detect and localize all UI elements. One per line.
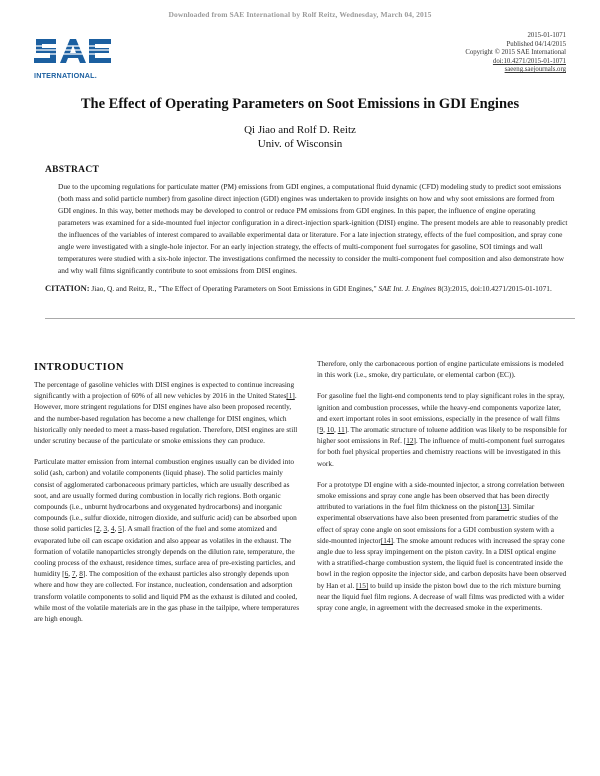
body-text: ]. The aromatic structure of toluene addition was likely to be responsible for higher soot emissions in Ref. [ [317, 425, 567, 446]
doi-link[interactable]: doi:10.4271/2015-01-1071 [492, 57, 566, 65]
body-text: , [75, 569, 80, 579]
reference-link[interactable]: 7 [71, 569, 76, 579]
body-text: For gasoline fuel the light-end components tend to play significant roles in the spray, ignition and combustion processes, while the heavy-end components vaporize later, and exert important roles in soot emissions, especially in the presence of wall films [ [317, 391, 565, 435]
reference-link[interactable]: 9 [319, 425, 324, 435]
reference-link[interactable]: 8 [79, 569, 83, 579]
journal-url-link[interactable]: saeeng.saejournals.org [504, 66, 566, 74]
body-column-left [34, 379, 300, 634]
download-note: Downloaded from SAE International by Rolf Reitz, Wednesday, March 04, 2015 [168, 10, 432, 19]
reference-link[interactable]: [1] [286, 391, 295, 401]
reference-link[interactable]: 4 [110, 524, 115, 534]
reference-link[interactable]: 10 [326, 425, 335, 435]
sae-logo-subtitle: INTERNATIONAL. [34, 71, 97, 80]
body-text: Particulate matter emission from internal combustion engines usually can be divided into solid (ash, carbon) and volatile components (liquid phase). The solid particles mainly consist of agglomerated carbonaceous primary particles, which are usually described as soot, and are usually formed during combustion in locally rich regions. Both organic compounds (i.e., unburnt hydrocarbons and oxygenated hydrocarbons) and inorganic compounds (i.e., sulfur dioxide, nitrogen dioxide, and sulfuric acid) can be absorbed upon those solid particles [ [34, 457, 297, 534]
paper-meta [465, 32, 566, 75]
author-affiliation: Univ. of Wisconsin [257, 138, 343, 150]
body-paragraph [317, 358, 569, 380]
body-text: , [99, 524, 104, 534]
body-text: , [114, 524, 119, 534]
sae-logo [34, 33, 114, 81]
reference-link[interactable]: 12 [406, 436, 414, 446]
body-text: ]. A small fraction of the fuel and some atomized and evaporated lube oil can escape oxidation and also appear as volatiles in the exhaust. The formation of volatile nanoparticles strongly depends on the dilution rate, temperature, the cooling process of the exhaust, residence times, surface area of pre-existing particles, and humidity [ [34, 524, 296, 579]
citation-journal: SAE Int. J. Engines [378, 284, 436, 293]
citation-label: CITATION: [45, 283, 90, 293]
body-text: . Similar experimental observations have also been presented from parametric studies of the effect of spray cone angle on soot emissions for a GDI combustion system with a side-mounted injector [317, 502, 559, 545]
paper-number: 2015-01-1071 [527, 32, 566, 39]
body-text: Therefore, only the carbonaceous portion of engine particulate emissions is modeled in this work (i.e., smoke, dry particulate, or elemental carbon (EC)). [317, 359, 564, 380]
reference-link[interactable]: 5 [118, 524, 122, 534]
paper-authors: Qi Jiao and Rolf D. Reitz [244, 124, 356, 136]
reference-link[interactable]: 2 [96, 524, 100, 534]
copyright: Copyright © 2015 SAE International [465, 49, 566, 57]
body-text: For a prototype DI engine with a side-mounted injector, a strong correlation between smoke emissions and spray cone angle has been observed that has been directly attributed to variations in the fuel film thickness on the piston [317, 479, 565, 512]
citation [45, 282, 570, 295]
body-text: , [107, 524, 111, 534]
abstract-text: Due to the upcoming regulations for particulate matter (PM) emissions from GDI engines, a computational fluid dynamic (CFD) modeling study to predict soot emissions (both mass and solid particle number) from gasoline direct injection (GDI) engines was undertaken to provide insights on how and why soot emissions are formed from GDI engines. In this way, better methods may be developed to control or reduce PM emissions from GDI engines. In this paper, the influence of engine operating parameters was examined for a side-mounted fuel injector configuration in a direct-injection spark-ignition (DISI) engine. The present models are able to reasonably predict the influences of the variables of interest compared to available experimental data or literature. For a late injection strategy, effects of the fuel composition, and spray cone angle were investigated with a single-hole injector. For an early injection strategy, the effects of multi-component fuel surrogates for gasoline, SOI timings and wall temperatures were studied with a six-hole injector. The investigations confirmed the necessity to consider the multi-component fuel composition and also demonstrate how and why wall films significantly contribute to soot emissions from DISI engines. [58, 182, 568, 275]
reference-link[interactable]: [15] [356, 580, 369, 590]
body-column-right [317, 358, 569, 623]
body-text: . The smoke amount reduces with increased the spray cone angle due to less spray impingement on the piston cavity. In a DISI optical engine with a stratified-charge combustion system, the liquid fuel is concentrated inside the bowl in the region opposite the injector side, and carbon deposits have been observed by Han et al. [317, 535, 567, 590]
body-text: . However, more stringent regulations for DISI engines have also been proposed recently, and the number-based regulation has become a new challenge for DISI engines, which historically only needed to meet a mass-based regulation. Therefore, DISI engines are still under scrutiny because of the particulate or smoke emissions they can produce. [34, 391, 298, 446]
body-text: The percentage of gasoline vehicles with DISI engines is expected to continue increasing significantly with a projection of 60% of all new vehicles by 2016 in the United States [34, 380, 295, 401]
reference-link[interactable]: 3 [103, 524, 108, 534]
body-text: , [334, 425, 338, 435]
body-paragraph [34, 456, 300, 624]
sae-logo-mark [34, 33, 114, 69]
section-divider [45, 318, 575, 319]
paper-title: The Effect of Operating Parameters on Soot Emissions in GDI Engines [80, 96, 520, 112]
reference-link[interactable]: [14] [380, 535, 394, 545]
citation-details: 8(3):2015, doi:10.4271/2015-01-1071. [437, 284, 552, 293]
abstract-heading: ABSTRACT [45, 165, 100, 175]
published-date: Published 04/14/2015 [506, 40, 566, 48]
reference-link[interactable]: [13] [496, 502, 510, 512]
body-paragraph [317, 390, 569, 468]
reference-link[interactable]: 6 [64, 569, 69, 579]
body-text: ]. The composition of the exhaust particles also strongly depends upon where and how they are collected. For instance, nucleation, condensation and adsorption transform volatile components to solid and liquid PM as the exhaust is diluted and cooled, while most of the volatile materials are in the gas phase in the tailpipe, where temperatures are high enough. [34, 569, 300, 624]
body-paragraph [34, 379, 300, 446]
body-text: to build up inside the piston bowl due to the rich mixture burning near the liquid fuel film regions. A decrease of wall films was predicted with a wider spray cone angle, in agreement with the decreased smoke in the experiments. [317, 580, 565, 613]
body-text: , [68, 569, 72, 579]
body-text: , [323, 425, 327, 435]
introduction-heading: INTRODUCTION [34, 362, 125, 373]
body-text: ]. The influence of multi-component fuel surrogates for both fuel physical properties and chemistry reactions will be investigated in this work. [317, 436, 565, 468]
reference-link[interactable]: 11 [337, 425, 345, 435]
citation-text: Jiao, Q. and Reitz, R., "The Effect of Operating Parameters on Soot Emissions in GDI Engines," [91, 284, 377, 293]
body-paragraph [317, 479, 569, 613]
